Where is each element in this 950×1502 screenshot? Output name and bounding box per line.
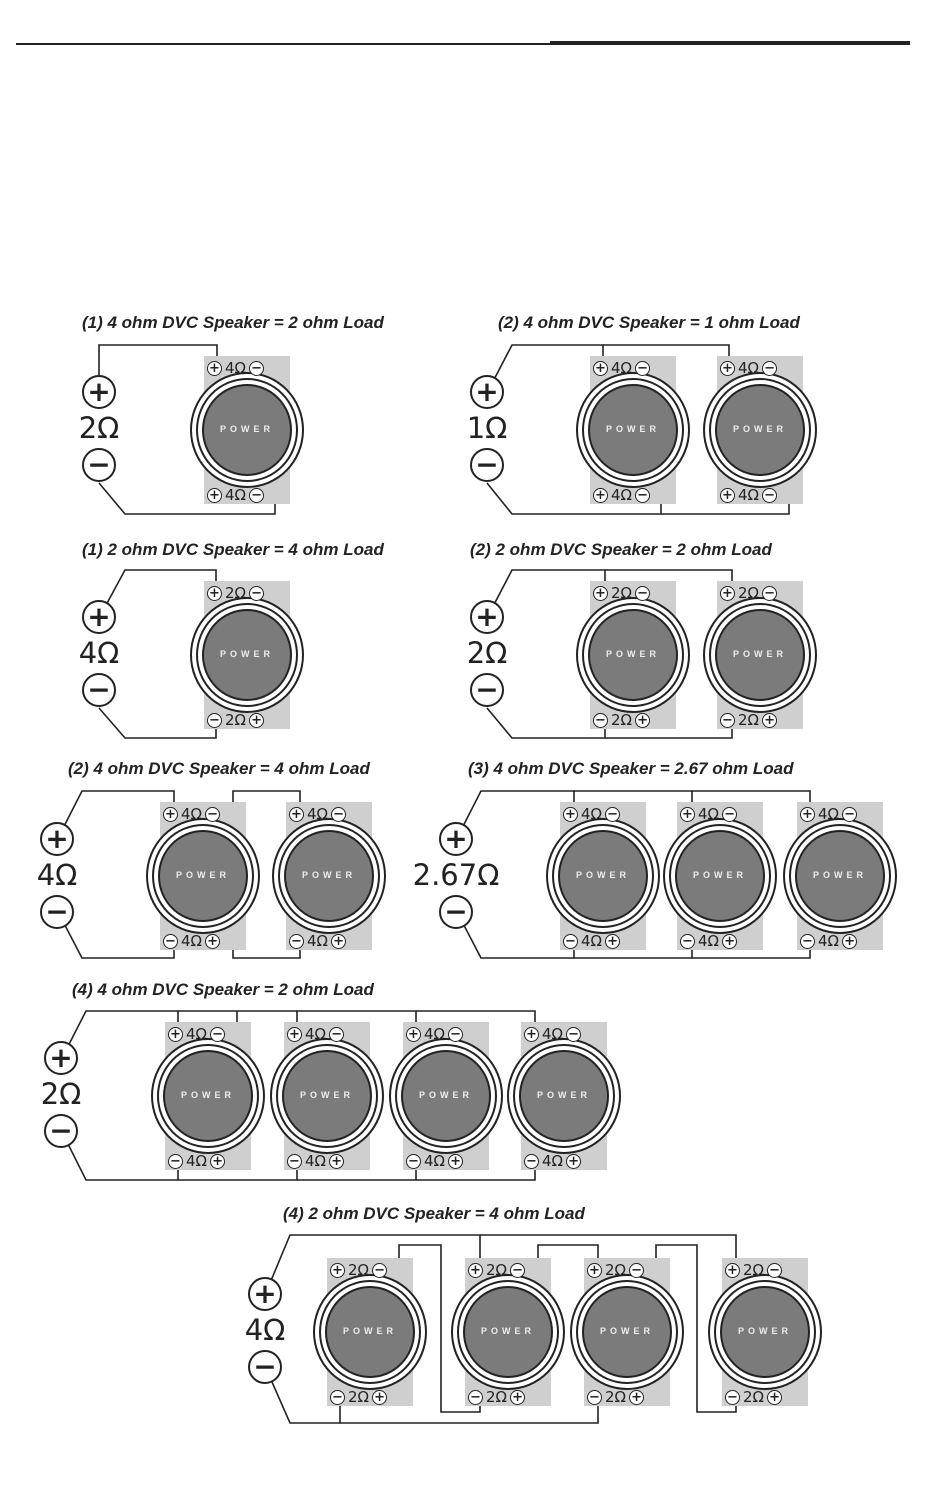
diagram-7-speaker-3-bottom-negative-terminal: − bbox=[406, 1154, 421, 1169]
diagram-6-speaker-2-cone bbox=[675, 830, 765, 922]
diagram-8-speaker-1-cone bbox=[325, 1286, 415, 1378]
diagram-title: (2) 4 ohm DVC Speaker = 1 ohm Load bbox=[498, 313, 800, 332]
diagram-7-speaker-3-bottom-positive-terminal: + bbox=[448, 1154, 463, 1169]
diagram-4-speaker-2-top-positive-terminal: + bbox=[720, 586, 735, 601]
diagram-3-speaker-1-top-negative-terminal: − bbox=[249, 586, 264, 601]
diagram-8-speaker-2-cone bbox=[463, 1286, 553, 1378]
diagram-4-speaker-2-bottom-coil-impedance: 2Ω bbox=[738, 711, 760, 729]
diagram-8-speaker-4-top-coil-terminals bbox=[725, 1261, 782, 1279]
diagram-2-speaker-1-top-coil-impedance: 4Ω bbox=[611, 359, 633, 377]
diagram-4-speaker-1-top-negative-terminal: − bbox=[635, 586, 650, 601]
diagram-3-speaker-1-bottom-negative-terminal: − bbox=[207, 713, 222, 728]
diagram-2-speaker-2-top-positive-terminal: + bbox=[720, 361, 735, 376]
diagram-3-speaker-1-bottom-coil-impedance: 2Ω bbox=[225, 711, 247, 729]
diagram-4-speaker-2-brand-label: POWER bbox=[732, 649, 787, 659]
diagram-7-speaker-3-brand-label: POWER bbox=[418, 1090, 473, 1100]
diagram-8-speaker-1-brand-label: POWER bbox=[342, 1326, 397, 1336]
diagram-4-speaker-1-top-coil-terminals bbox=[593, 584, 650, 602]
diagram-title: (2) 2 ohm DVC Speaker = 2 ohm Load bbox=[470, 540, 772, 559]
diagram-8-speaker-2-top-negative-terminal: − bbox=[510, 1263, 525, 1278]
diagram-6-speaker-2-top-positive-terminal: + bbox=[680, 807, 695, 822]
diagram-8-speaker-4-bottom-positive-terminal: + bbox=[767, 1390, 782, 1405]
load-impedance: 2.67Ω bbox=[412, 858, 500, 892]
diagram-7-speaker-2-top-coil-impedance: 4Ω bbox=[305, 1025, 327, 1043]
load-impedance: 4Ω bbox=[36, 858, 78, 892]
diagram-7-wire-1 bbox=[61, 1011, 178, 1060]
diagram-7-speaker-3-top-coil-impedance: 4Ω bbox=[424, 1025, 446, 1043]
diagram-8-speaker-1-bottom-negative-terminal: − bbox=[330, 1390, 345, 1405]
diagram-5-speaker-2-top-positive-terminal: + bbox=[289, 807, 304, 822]
diagram-2-speaker-2-bottom-coil-impedance: 4Ω bbox=[738, 486, 760, 504]
diagram-4-speaker-1-bottom-negative-terminal: − bbox=[593, 713, 608, 728]
diagram-2-speaker-1-top-coil-terminals bbox=[593, 359, 650, 377]
diagram-8-speaker-4-top-coil-impedance: 2Ω bbox=[743, 1261, 765, 1279]
diagram-6-speaker-3-bottom-positive-terminal: + bbox=[842, 934, 857, 949]
amp-negative-terminal: − bbox=[44, 1114, 78, 1148]
diagram-8-speaker-3-bottom-negative-terminal: − bbox=[587, 1390, 602, 1405]
diagram-5-speaker-2-top-coil-impedance: 4Ω bbox=[307, 805, 329, 823]
amp-positive-terminal: + bbox=[44, 1041, 78, 1075]
diagram-2-speaker-2-cone bbox=[715, 384, 805, 476]
diagram-3-wire-1 bbox=[99, 570, 216, 618]
diagram-4-wire-3 bbox=[487, 708, 605, 738]
diagram-3-speaker-1-cone bbox=[202, 609, 292, 701]
diagram-4-speaker-1-bottom-coil-impedance: 2Ω bbox=[611, 711, 633, 729]
diagram-8-speaker-4-bottom-coil-terminals bbox=[725, 1388, 782, 1406]
diagram-title: (4) 4 ohm DVC Speaker = 2 ohm Load bbox=[72, 980, 374, 999]
diagram-6-wire-4 bbox=[456, 910, 574, 958]
diagram-5-speaker-1-cone bbox=[158, 830, 248, 922]
diagram-2-speaker-2-bottom-coil-terminals bbox=[720, 486, 777, 504]
diagram-5-speaker-1-top-coil-impedance: 4Ω bbox=[181, 805, 203, 823]
diagram-8-speaker-2-top-positive-terminal: + bbox=[468, 1263, 483, 1278]
diagram-8-speaker-1-bottom-coil-terminals bbox=[330, 1388, 387, 1406]
diagram-8-speaker-1-top-positive-terminal: + bbox=[330, 1263, 345, 1278]
diagram-6-speaker-3-top-coil-terminals bbox=[800, 805, 857, 823]
diagram-7-speaker-3-top-negative-terminal: − bbox=[448, 1027, 463, 1042]
diagram-5-speaker-1-bottom-positive-terminal: + bbox=[205, 934, 220, 949]
diagram-6-speaker-1-bottom-coil-impedance: 4Ω bbox=[581, 932, 603, 950]
diagram-2-speaker-1-bottom-positive-terminal: + bbox=[593, 488, 608, 503]
amp-positive-terminal: + bbox=[82, 375, 116, 409]
diagram-5-speaker-2-brand-label: POWER bbox=[301, 870, 356, 880]
diagram-8-speaker-3-cone bbox=[582, 1286, 672, 1378]
diagram-3-speaker-1-brand-label: POWER bbox=[219, 649, 274, 659]
diagram-6-speaker-1-bottom-negative-terminal: − bbox=[563, 934, 578, 949]
diagram-7-speaker-1-top-positive-terminal: + bbox=[168, 1027, 183, 1042]
diagram-title: (1) 4 ohm DVC Speaker = 2 ohm Load bbox=[82, 313, 384, 332]
diagram-8-speaker-1-top-coil-impedance: 2Ω bbox=[348, 1261, 370, 1279]
diagram-4-speaker-2-top-negative-terminal: − bbox=[762, 586, 777, 601]
diagram-8-speaker-1-top-coil-terminals bbox=[330, 1261, 387, 1279]
diagram-8-speaker-1-top-negative-terminal: − bbox=[372, 1263, 387, 1278]
diagram-2-speaker-1-bottom-coil-terminals bbox=[593, 486, 650, 504]
diagram-2-speaker-2-bottom-negative-terminal: − bbox=[762, 488, 777, 503]
diagram-2-speaker-1-bottom-coil-impedance: 4Ω bbox=[611, 486, 633, 504]
diagram-5-speaker-2-bottom-coil-terminals bbox=[289, 932, 346, 950]
diagram-1-speaker-1-bottom-negative-terminal: − bbox=[249, 488, 264, 503]
diagram-6-speaker-2-bottom-positive-terminal: + bbox=[722, 934, 737, 949]
diagram-1-speaker-1-bottom-coil-terminals bbox=[207, 486, 264, 504]
diagram-7-speaker-2-top-negative-terminal: − bbox=[329, 1027, 344, 1042]
diagram-8-speaker-3-top-positive-terminal: + bbox=[587, 1263, 602, 1278]
diagram-5-speaker-2-bottom-positive-terminal: + bbox=[331, 934, 346, 949]
diagram-8-speaker-4-bottom-coil-impedance: 2Ω bbox=[743, 1388, 765, 1406]
diagram-7-speaker-4-top-coil-terminals bbox=[524, 1025, 581, 1043]
load-impedance: 1Ω bbox=[466, 411, 508, 445]
diagram-8-speaker-3-bottom-coil-impedance: 2Ω bbox=[605, 1388, 627, 1406]
diagram-5-speaker-2-top-negative-terminal: − bbox=[331, 807, 346, 822]
diagram-2-speaker-1-top-positive-terminal: + bbox=[593, 361, 608, 376]
diagram-7-speaker-2-bottom-coil-impedance: 4Ω bbox=[305, 1152, 327, 1170]
diagram-4-speaker-1-bottom-positive-terminal: + bbox=[635, 713, 650, 728]
diagram-3-speaker-1-top-coil-terminals bbox=[207, 584, 264, 602]
amp-positive-terminal: + bbox=[82, 600, 116, 634]
diagram-2-speaker-1-brand-label: POWER bbox=[605, 424, 660, 434]
diagram-1-wire-1 bbox=[99, 345, 217, 393]
diagram-6-speaker-2-top-coil-terminals bbox=[680, 805, 737, 823]
diagram-2-speaker-2-top-negative-terminal: − bbox=[762, 361, 777, 376]
diagram-6-speaker-2-top-coil-impedance: 4Ω bbox=[698, 805, 720, 823]
diagram-1-speaker-1-bottom-coil-impedance: 4Ω bbox=[225, 486, 247, 504]
diagram-7-speaker-3-cone bbox=[401, 1050, 491, 1142]
amp-positive-terminal: + bbox=[40, 822, 74, 856]
load-impedance: 4Ω bbox=[78, 636, 120, 670]
diagram-2-speaker-1-cone bbox=[588, 384, 678, 476]
diagram-7-speaker-3-top-positive-terminal: + bbox=[406, 1027, 421, 1042]
amp-negative-terminal: − bbox=[40, 895, 74, 929]
diagram-8-speaker-4-top-negative-terminal: − bbox=[767, 1263, 782, 1278]
diagram-3-speaker-1-top-coil-impedance: 2Ω bbox=[225, 584, 247, 602]
diagram-6-speaker-3-bottom-coil-impedance: 4Ω bbox=[818, 932, 840, 950]
diagram-7-speaker-1-top-coil-impedance: 4Ω bbox=[186, 1025, 208, 1043]
diagram-7-speaker-4-top-negative-terminal: − bbox=[566, 1027, 581, 1042]
diagram-2-speaker-1-top-negative-terminal: − bbox=[635, 361, 650, 376]
diagram-6-speaker-3-top-positive-terminal: + bbox=[800, 807, 815, 822]
diagram-6-speaker-3-brand-label: POWER bbox=[812, 870, 867, 880]
diagram-7-speaker-2-bottom-coil-terminals bbox=[287, 1152, 344, 1170]
amp-positive-terminal: + bbox=[248, 1277, 282, 1311]
diagram-1-speaker-1-cone bbox=[202, 384, 292, 476]
diagram-5-speaker-2-cone bbox=[284, 830, 374, 922]
diagram-1-speaker-1-top-coil-impedance: 4Ω bbox=[225, 359, 247, 377]
diagram-7-speaker-1-bottom-negative-terminal: − bbox=[168, 1154, 183, 1169]
diagram-8-speaker-2-top-coil-impedance: 2Ω bbox=[486, 1261, 508, 1279]
diagram-4-wire-1 bbox=[487, 570, 605, 618]
diagram-4-speaker-2-cone bbox=[715, 609, 805, 701]
diagram-7-speaker-2-bottom-positive-terminal: + bbox=[329, 1154, 344, 1169]
diagram-8-speaker-4-brand-label: POWER bbox=[737, 1326, 792, 1336]
diagram-5-speaker-2-bottom-negative-terminal: − bbox=[289, 934, 304, 949]
diagram-6-speaker-1-brand-label: POWER bbox=[575, 870, 630, 880]
diagram-2-speaker-2-top-coil-impedance: 4Ω bbox=[738, 359, 760, 377]
diagram-5-speaker-2-bottom-coil-impedance: 4Ω bbox=[307, 932, 329, 950]
diagram-7-speaker-4-bottom-coil-impedance: 4Ω bbox=[542, 1152, 564, 1170]
diagram-8-speaker-2-bottom-negative-terminal: − bbox=[468, 1390, 483, 1405]
diagram-2-speaker-2-bottom-positive-terminal: + bbox=[720, 488, 735, 503]
diagram-4-speaker-1-top-positive-terminal: + bbox=[593, 586, 608, 601]
diagram-8-speaker-2-bottom-coil-terminals bbox=[468, 1388, 525, 1406]
diagram-6-speaker-3-top-negative-terminal: − bbox=[842, 807, 857, 822]
diagram-5-speaker-1-brand-label: POWER bbox=[175, 870, 230, 880]
amp-negative-terminal: − bbox=[248, 1350, 282, 1384]
diagram-7-speaker-4-bottom-positive-terminal: + bbox=[566, 1154, 581, 1169]
diagram-4-speaker-1-top-coil-impedance: 2Ω bbox=[611, 584, 633, 602]
diagram-title: (2) 4 ohm DVC Speaker = 4 ohm Load bbox=[68, 759, 370, 778]
diagram-7-speaker-4-bottom-negative-terminal: − bbox=[524, 1154, 539, 1169]
diagram-6-speaker-1-top-coil-impedance: 4Ω bbox=[581, 805, 603, 823]
diagram-4-speaker-2-bottom-negative-terminal: − bbox=[720, 713, 735, 728]
diagram-5-speaker-1-bottom-negative-terminal: − bbox=[163, 934, 178, 949]
diagram-6-speaker-2-bottom-negative-terminal: − bbox=[680, 934, 695, 949]
diagram-6-speaker-1-top-coil-terminals bbox=[563, 805, 620, 823]
diagram-6-speaker-1-bottom-positive-terminal: + bbox=[605, 934, 620, 949]
diagram-8-speaker-1-bottom-coil-impedance: 2Ω bbox=[348, 1388, 370, 1406]
diagram-7-speaker-3-top-coil-terminals bbox=[406, 1025, 463, 1043]
diagram-7-speaker-1-bottom-positive-terminal: + bbox=[210, 1154, 225, 1169]
diagram-7-speaker-2-bottom-negative-terminal: − bbox=[287, 1154, 302, 1169]
diagram-6-speaker-1-top-negative-terminal: − bbox=[605, 807, 620, 822]
diagram-6-speaker-2-brand-label: POWER bbox=[692, 870, 747, 880]
diagram-1-speaker-1-bottom-positive-terminal: + bbox=[207, 488, 222, 503]
diagram-3-speaker-1-top-positive-terminal: + bbox=[207, 586, 222, 601]
diagram-8-speaker-2-brand-label: POWER bbox=[480, 1326, 535, 1336]
diagram-7-speaker-1-bottom-coil-terminals bbox=[168, 1152, 225, 1170]
diagram-6-speaker-1-top-positive-terminal: + bbox=[563, 807, 578, 822]
amp-negative-terminal: − bbox=[439, 895, 473, 929]
diagram-1-speaker-1-top-negative-terminal: − bbox=[249, 361, 264, 376]
amp-positive-terminal: + bbox=[470, 375, 504, 409]
amp-negative-terminal: − bbox=[82, 673, 116, 707]
diagram-6-speaker-2-top-negative-terminal: − bbox=[722, 807, 737, 822]
diagram-5-speaker-1-bottom-coil-terminals bbox=[163, 932, 220, 950]
diagram-4-speaker-2-bottom-positive-terminal: + bbox=[762, 713, 777, 728]
diagram-2-speaker-1-bottom-negative-terminal: − bbox=[635, 488, 650, 503]
diagram-4-speaker-1-bottom-coil-terminals bbox=[593, 711, 650, 729]
amp-positive-terminal: + bbox=[439, 822, 473, 856]
diagram-1-speaker-1-top-positive-terminal: + bbox=[207, 361, 222, 376]
diagram-8-speaker-4-bottom-negative-terminal: − bbox=[725, 1390, 740, 1405]
diagram-8-speaker-2-top-coil-terminals bbox=[468, 1261, 525, 1279]
diagram-3-speaker-1-bottom-positive-terminal: + bbox=[249, 713, 264, 728]
diagram-8-speaker-4-cone bbox=[720, 1286, 810, 1378]
diagram-8-speaker-2-bottom-positive-terminal: + bbox=[510, 1390, 525, 1405]
diagram-6-wire-1 bbox=[456, 791, 574, 840]
diagram-3-wire-2 bbox=[99, 708, 216, 738]
diagram-7-speaker-2-brand-label: POWER bbox=[299, 1090, 354, 1100]
amp-negative-terminal: − bbox=[82, 448, 116, 482]
diagram-7-wire-5 bbox=[61, 1130, 178, 1180]
diagram-6-speaker-2-bottom-coil-impedance: 4Ω bbox=[698, 932, 720, 950]
diagram-2-wire-1 bbox=[487, 345, 603, 393]
diagram-7-speaker-1-brand-label: POWER bbox=[180, 1090, 235, 1100]
diagram-5-wire-2 bbox=[57, 910, 174, 958]
diagram-7-speaker-3-bottom-coil-impedance: 4Ω bbox=[424, 1152, 446, 1170]
diagram-5-speaker-1-top-positive-terminal: + bbox=[163, 807, 178, 822]
amp-negative-terminal: − bbox=[470, 673, 504, 707]
diagram-8-speaker-1-bottom-positive-terminal: + bbox=[372, 1390, 387, 1405]
diagram-4-speaker-2-top-coil-impedance: 2Ω bbox=[738, 584, 760, 602]
diagram-title: (1) 2 ohm DVC Speaker = 4 ohm Load bbox=[82, 540, 384, 559]
diagram-6-speaker-2-bottom-coil-terminals bbox=[680, 932, 737, 950]
diagram-8-speaker-3-bottom-coil-terminals bbox=[587, 1388, 644, 1406]
diagram-7-speaker-1-top-negative-terminal: − bbox=[210, 1027, 225, 1042]
load-impedance: 4Ω bbox=[244, 1313, 286, 1347]
load-impedance: 2Ω bbox=[466, 636, 508, 670]
diagram-7-speaker-4-cone bbox=[519, 1050, 609, 1142]
diagram-7-speaker-2-top-positive-terminal: + bbox=[287, 1027, 302, 1042]
diagram-4-speaker-1-brand-label: POWER bbox=[605, 649, 660, 659]
diagram-6-speaker-3-bottom-coil-terminals bbox=[800, 932, 857, 950]
diagram-7-speaker-1-cone bbox=[163, 1050, 253, 1142]
diagram-6-speaker-3-top-coil-impedance: 4Ω bbox=[818, 805, 840, 823]
diagram-6-speaker-1-cone bbox=[558, 830, 648, 922]
diagram-4-speaker-2-bottom-coil-terminals bbox=[720, 711, 777, 729]
diagram-5-speaker-1-top-negative-terminal: − bbox=[205, 807, 220, 822]
diagram-6-speaker-3-bottom-negative-terminal: − bbox=[800, 934, 815, 949]
diagram-5-speaker-1-bottom-coil-impedance: 4Ω bbox=[181, 932, 203, 950]
diagram-7-speaker-4-bottom-coil-terminals bbox=[524, 1152, 581, 1170]
diagram-8-speaker-2-bottom-coil-impedance: 2Ω bbox=[486, 1388, 508, 1406]
diagram-title: (4) 2 ohm DVC Speaker = 4 ohm Load bbox=[283, 1204, 585, 1223]
load-impedance: 2Ω bbox=[40, 1077, 82, 1111]
diagram-7-speaker-1-top-coil-terminals bbox=[168, 1025, 225, 1043]
load-impedance: 2Ω bbox=[78, 411, 120, 445]
diagram-7-speaker-4-top-positive-terminal: + bbox=[524, 1027, 539, 1042]
diagram-7-speaker-1-bottom-coil-impedance: 4Ω bbox=[186, 1152, 208, 1170]
diagram-7-speaker-4-brand-label: POWER bbox=[536, 1090, 591, 1100]
diagram-7-speaker-2-top-coil-terminals bbox=[287, 1025, 344, 1043]
diagram-3-speaker-1-bottom-coil-terminals bbox=[207, 711, 264, 729]
diagram-2-speaker-2-brand-label: POWER bbox=[732, 424, 787, 434]
diagram-6-speaker-1-bottom-coil-terminals bbox=[563, 932, 620, 950]
amp-positive-terminal: + bbox=[470, 600, 504, 634]
diagram-7-speaker-3-bottom-coil-terminals bbox=[406, 1152, 463, 1170]
diagram-8-speaker-3-top-negative-terminal: − bbox=[629, 1263, 644, 1278]
amp-negative-terminal: − bbox=[470, 448, 504, 482]
diagram-8-speaker-3-bottom-positive-terminal: + bbox=[629, 1390, 644, 1405]
diagram-title: (3) 4 ohm DVC Speaker = 2.67 ohm Load bbox=[468, 759, 794, 778]
diagram-5-speaker-1-top-coil-terminals bbox=[163, 805, 220, 823]
diagram-4-speaker-1-cone bbox=[588, 609, 678, 701]
diagram-6-speaker-3-cone bbox=[795, 830, 885, 922]
diagram-5-speaker-2-top-coil-terminals bbox=[289, 805, 346, 823]
diagram-4-speaker-2-top-coil-terminals bbox=[720, 584, 777, 602]
diagram-8-speaker-3-top-coil-impedance: 2Ω bbox=[605, 1261, 627, 1279]
diagram-5-wire-1 bbox=[57, 791, 174, 840]
diagram-8-speaker-3-top-coil-terminals bbox=[587, 1261, 644, 1279]
diagram-8-speaker-4-top-positive-terminal: + bbox=[725, 1263, 740, 1278]
diagram-7-speaker-2-cone bbox=[282, 1050, 372, 1142]
diagram-8-speaker-3-brand-label: POWER bbox=[599, 1326, 654, 1336]
diagram-7-speaker-4-top-coil-impedance: 4Ω bbox=[542, 1025, 564, 1043]
diagram-1-speaker-1-brand-label: POWER bbox=[219, 424, 274, 434]
diagram-2-speaker-2-top-coil-terminals bbox=[720, 359, 777, 377]
diagram-1-speaker-1-top-coil-terminals bbox=[207, 359, 264, 377]
